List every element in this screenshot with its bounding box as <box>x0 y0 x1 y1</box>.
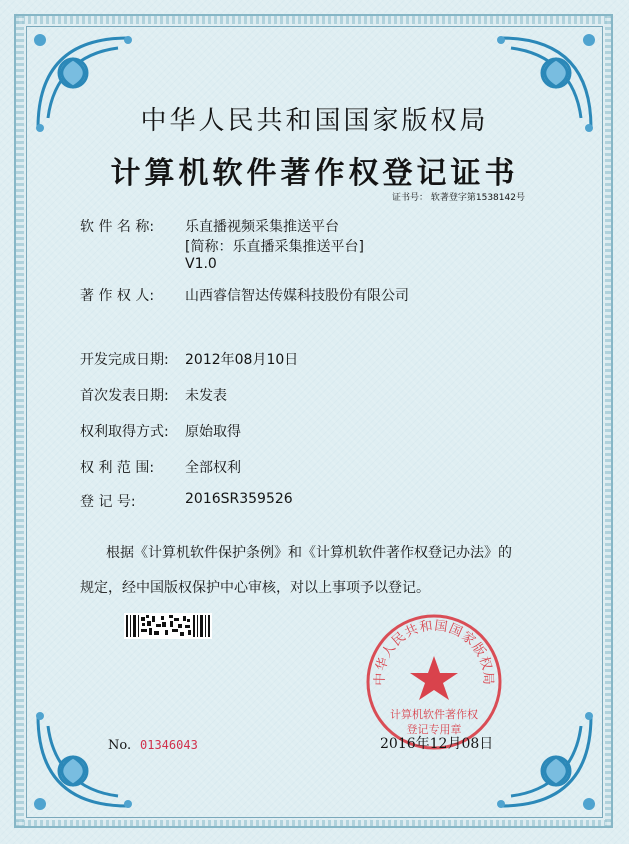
seal-ring-text: 中华人民共和国国家版权局 <box>372 618 496 686</box>
serial-number: 01346043 <box>140 738 198 752</box>
issue-date: 2016年12月08日 <box>380 736 494 752</box>
serial-number-label: No. <box>108 738 132 753</box>
certificate-title: 计算机软件著作权登记证书 <box>110 156 519 191</box>
field-value-completion-date: 2012年08月10日 <box>185 352 299 368</box>
seal-line-1: 计算机软件著作权 <box>390 708 478 721</box>
field-value-rights-scope: 全部权利 <box>185 460 241 476</box>
field-label-copyright-owner: 著 作 权 人: <box>80 288 155 304</box>
certificate-number: 证书号： 软著登字第1538142号 <box>392 193 525 203</box>
official-seal <box>364 612 504 752</box>
field-label-software-name: 软 件 名 称: <box>80 219 155 235</box>
barcode-image <box>124 613 212 639</box>
field-label-registration-number: 登 记 号: <box>80 494 136 510</box>
field-value-software-name: 乐直播视频采集推送平台 <box>185 219 339 235</box>
field-label-acquisition-method: 权利取得方式: <box>80 424 169 440</box>
field-value-version: V1.0 <box>185 256 217 272</box>
body-text-line-2: 规定，经中国版权保护中心审核，对以上事项予以登记。 <box>80 580 430 596</box>
corner-ornament-bottom-left <box>28 696 148 816</box>
field-value-acquisition-method: 原始取得 <box>185 424 241 440</box>
issuing-organization: 中华人民共和国国家版权局 <box>140 106 489 136</box>
field-label-completion-date: 开发完成日期: <box>80 352 169 368</box>
field-value-registration-number: 2016SR359526 <box>185 491 293 507</box>
field-label-publication-date: 首次发表日期: <box>80 388 169 404</box>
seal-line-2: 登记专用章 <box>406 723 462 736</box>
body-text-line-1: 根据《计算机软件保护条例》和《计算机软件著作权登记办法》的 <box>106 545 512 561</box>
field-label-rights-scope: 权 利 范 围: <box>80 460 155 476</box>
field-value-short-name: [简称：乐直播采集推送平台] <box>185 239 364 255</box>
field-value-copyright-owner: 山西睿信智达传媒科技股份有限公司 <box>185 288 409 304</box>
field-value-publication-date: 未发表 <box>185 388 227 404</box>
